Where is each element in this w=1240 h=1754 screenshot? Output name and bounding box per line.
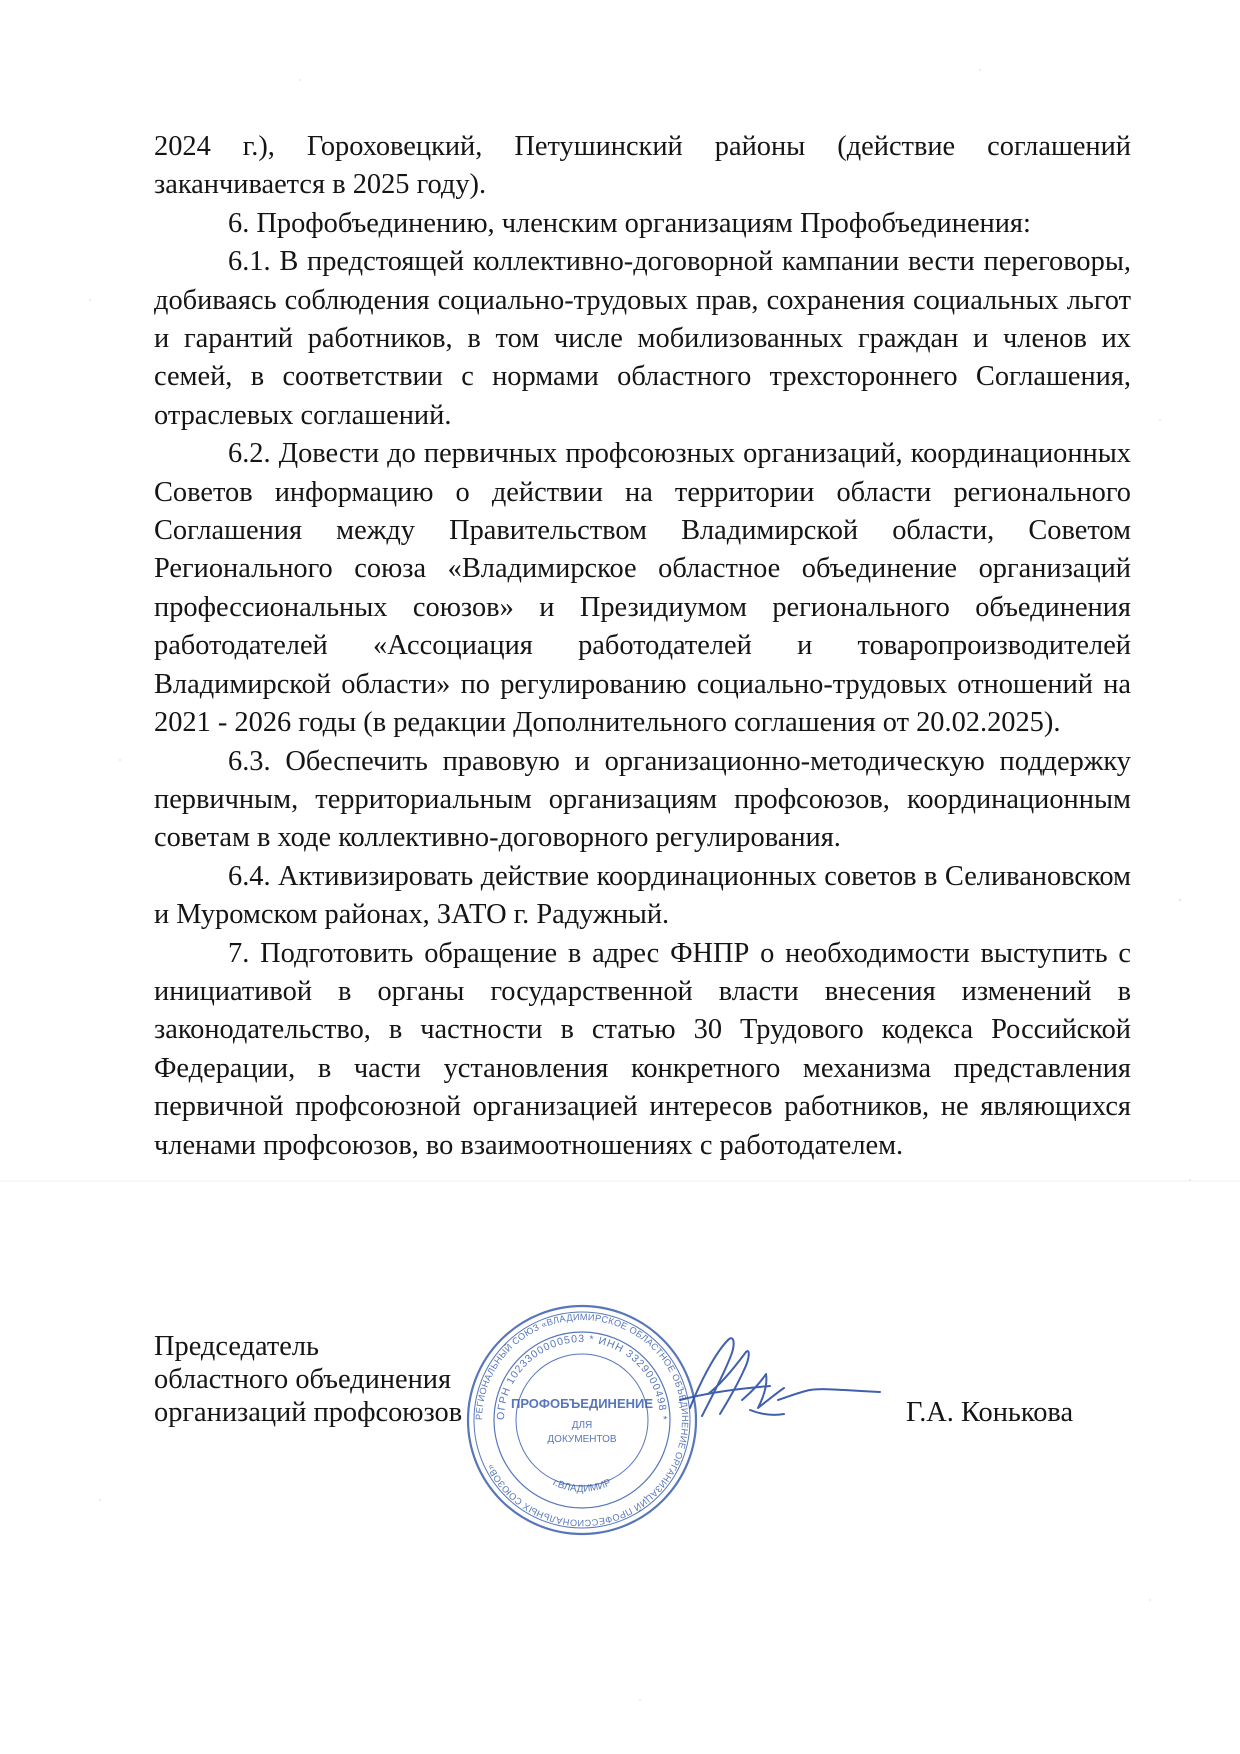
svg-text:ДОКУМЕНТОВ: ДОКУМЕНТОВ xyxy=(547,1434,617,1445)
paragraph-item-6-2: 6.2. Довести до первичных профсоюзных организаций, координационных Советов информацию о действии на территории области регионального Соглашения между Правительством Владимирской области, Советом Регионального союза «Владимирское областное объединение организаций профессиональных союзов» и Президиумом регионального объединения работодателей «Ассоциация работодателей и товаропроизводителей Владимирской области» по регулированию социально-трудовых отношений на 2021 - 2026 годы (в редакции Дополнительного соглашения от 20.02.2025). xyxy=(154,438,1131,739)
svg-text:ОГРН 1023300000503 * ИНН 33290: ОГРН 1023300000503 * ИНН 3329000498 * xyxy=(494,1332,670,1421)
paragraph-continuation: 2024 г.), Гороховецкий, Петушинский районы (действие соглашений заканчивается в 2025 году). xyxy=(154,131,1131,201)
paragraph-item-6-1: 6.1. В предстоящей коллективно-договорной кампании вести переговоры, добиваясь соблюдения социально-трудовых прав, сохранения социальных льгот и гарантий работников, в том числе мобилизованных граждан и членов их семей, в соответствии с нормами областного трехстороннего Соглашения, отраслевых соглашений. xyxy=(154,246,1131,431)
signatory-title-line: областного объединения xyxy=(154,1364,452,1395)
handwritten-signature xyxy=(650,1330,910,1440)
body-text xyxy=(154,128,1131,1165)
signatory-name: Г.А. Конькова xyxy=(906,1397,1074,1428)
signatory-title-line: Председатель xyxy=(154,1331,319,1362)
paragraph-item-6: 6. Профобъединению, членским организациям Профобъединения: xyxy=(228,207,1031,239)
svg-text:г.ВЛАДИМИР: г.ВЛАДИМИР xyxy=(551,1477,613,1495)
signatory-title xyxy=(154,1330,462,1429)
paragraph-item-6-4: 6.4. Активизировать действие координационных советов в Селивановском и Муромском районах, ЗАТО г. Радужный. xyxy=(154,860,1131,931)
svg-text:ПРОФОБЪЕДИНЕНИЕ: ПРОФОБЪЕДИНЕНИЕ xyxy=(510,1396,654,1411)
svg-text:ДЛЯ: ДЛЯ xyxy=(571,1420,593,1431)
svg-text:РЕГИОНАЛЬНЫЙ СОЮЗ «ВЛАДИМИРСКО: РЕГИОНАЛЬНЫЙ СОЮЗ «ВЛАДИМИРСКОЕ ОБЛАСТНОЕ ОБЪЕДИНЕНИЕ ОРГАНИЗАЦИЙ ПРОФЕССИОНАЛЬНЫХ СОЮЗОВ» xyxy=(473,1311,691,1529)
signatory-title-line: организаций профсоюзов xyxy=(154,1397,463,1428)
paragraph-item-7: 7. Подготовить обращение в адрес ФНПР о необходимости выступить с инициативой в органы государственной власти внесения изменений в законодательство, в частности в статью 30 Трудового кодекса Российской Федерации, в части установления конкретного механизма представления первичной профсоюзной организацией интересов работников, не являющихся членами профсоюзов, во взаимоотношениях с работодателем. xyxy=(154,937,1131,1161)
paragraph-item-6-3: 6.3. Обеспечить правовую и организационно-методическую поддержку первичным, территориальным организациям профсоюзов, координационным советам в ходе коллективно-договорного регулирования. xyxy=(154,745,1131,854)
